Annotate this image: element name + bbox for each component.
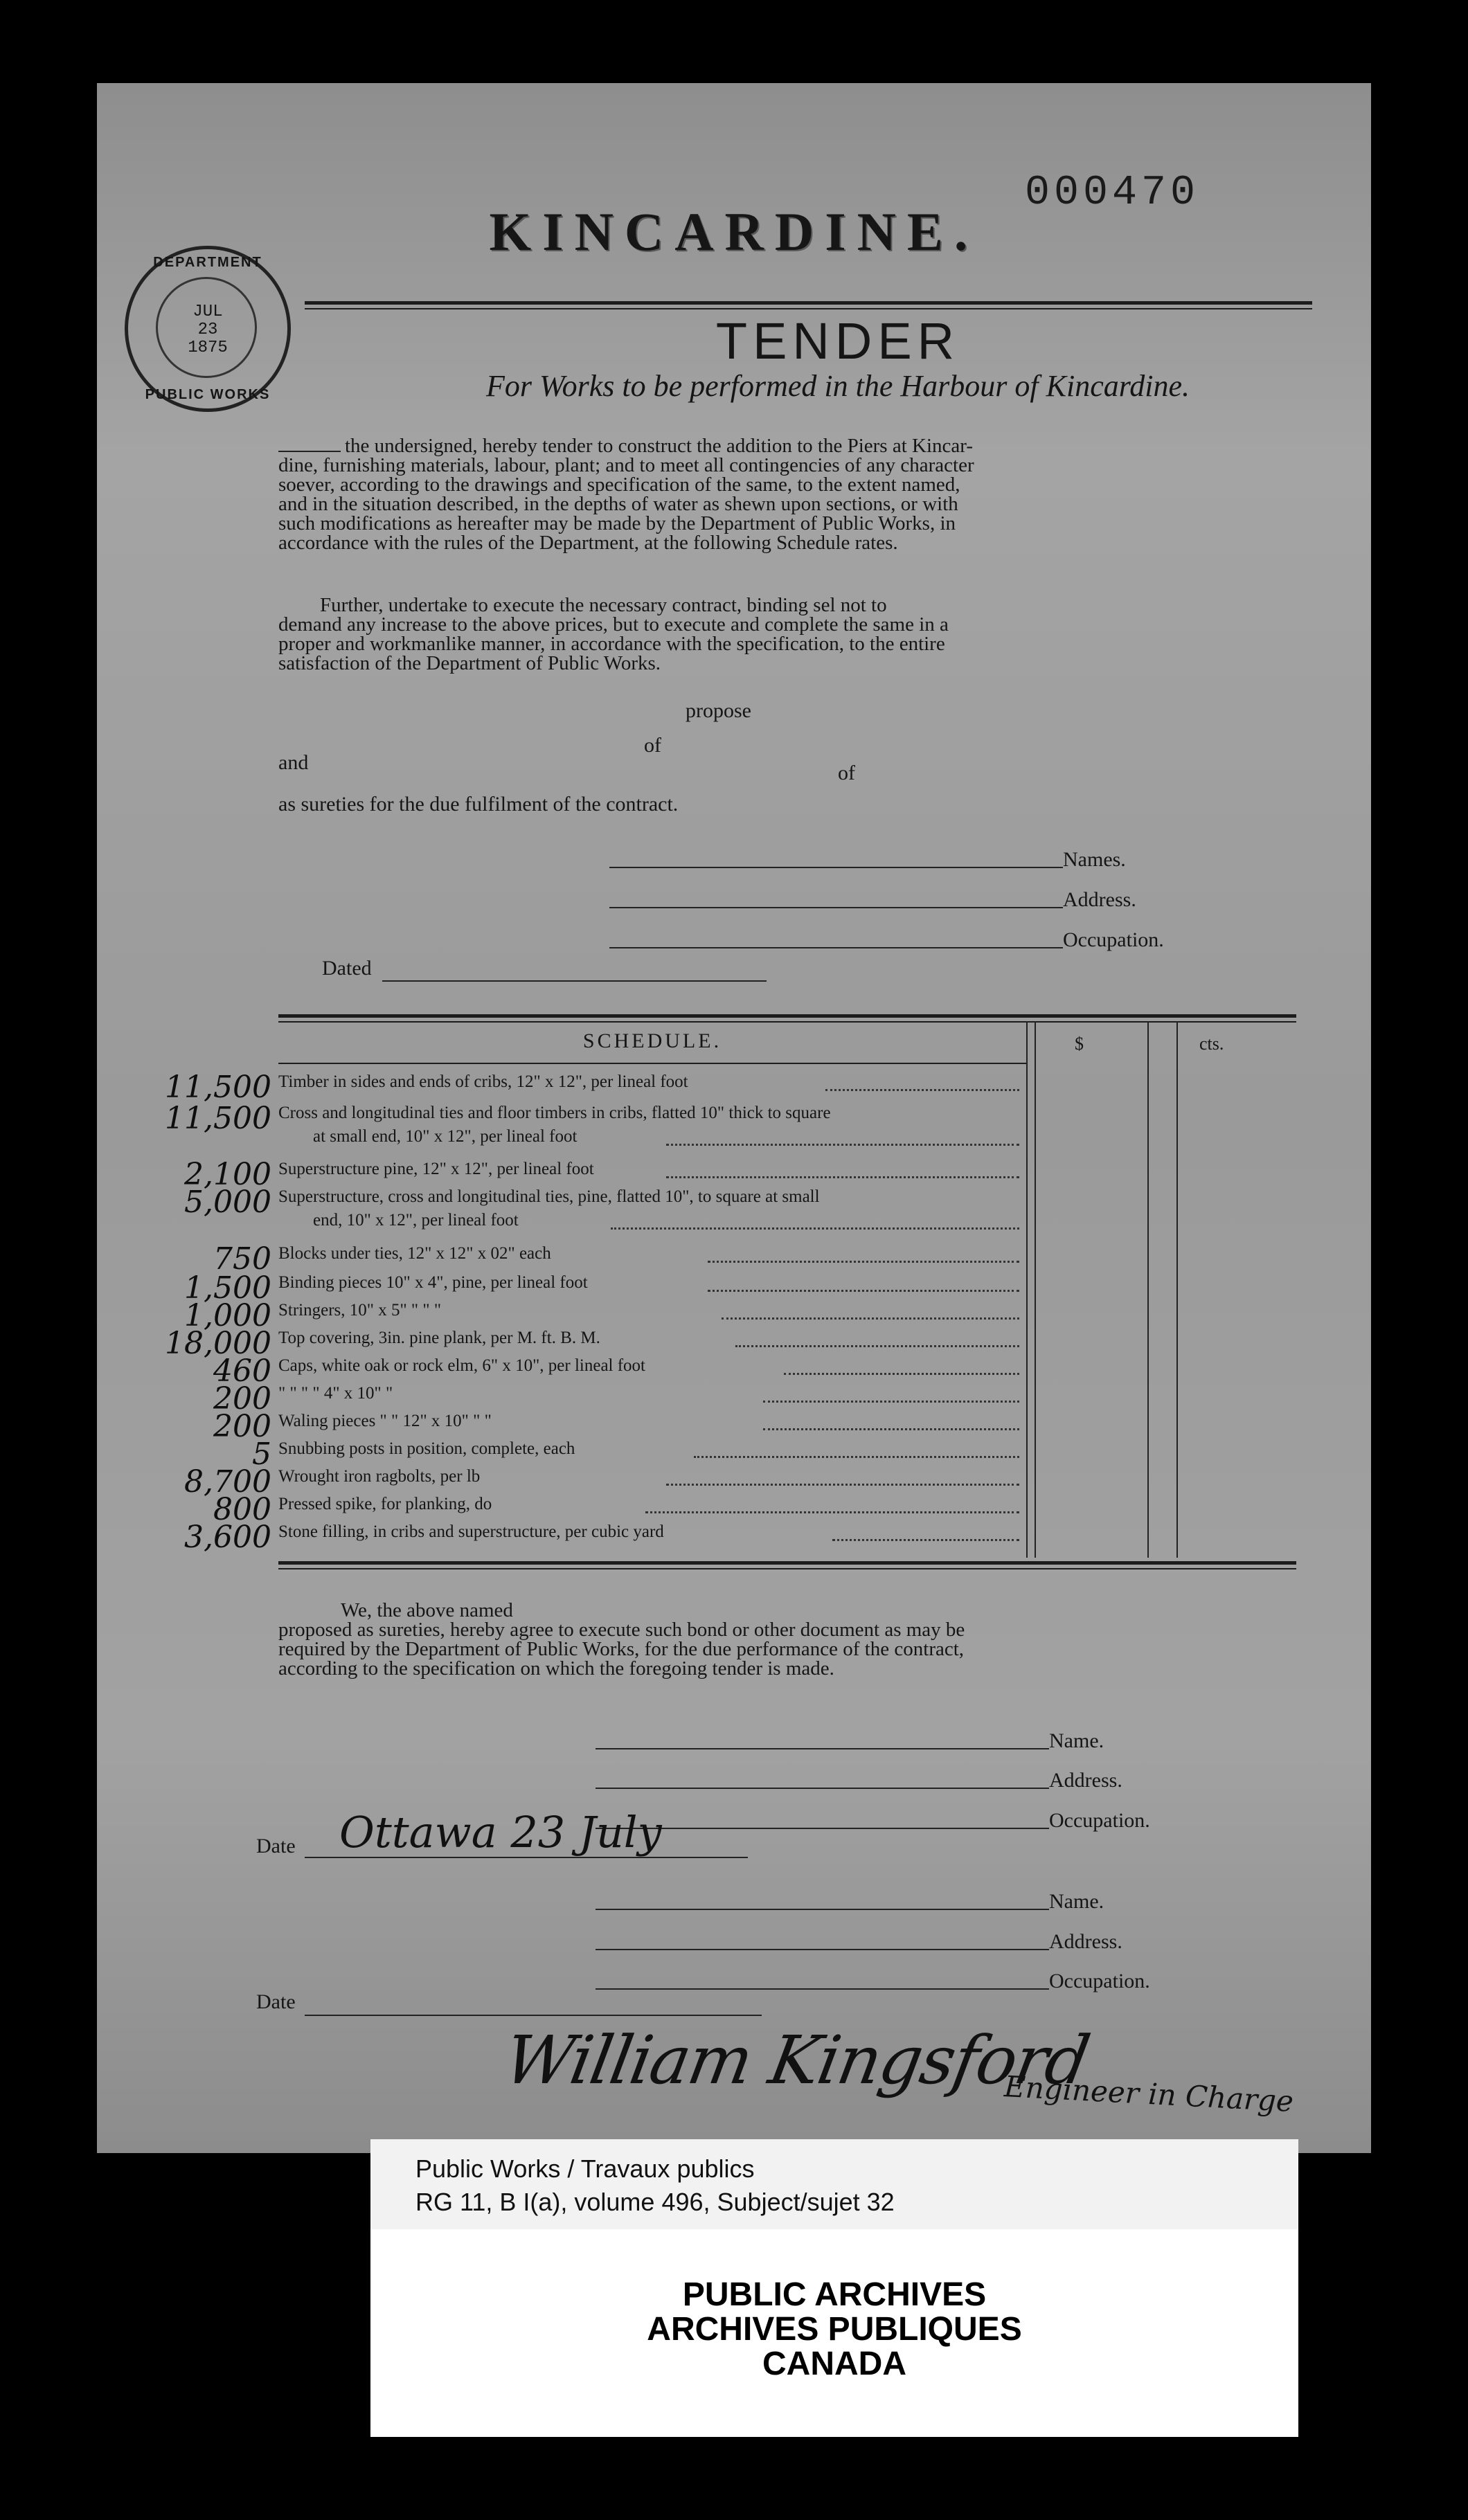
row-description-cont: end, 10" x 12", per lineal foot <box>313 1211 519 1230</box>
dot-leader <box>784 1373 1019 1375</box>
quantity: 800 <box>213 1492 271 1527</box>
para2-line: demand any increase to the above prices, but to execute and complete the same in a <box>278 613 949 636</box>
column-divider <box>1035 1021 1036 1558</box>
para2-line: proper and workmanlike manner, in accordance with the specification, to the entire <box>278 633 945 655</box>
row-description: Timber in sides and ends of cribs, 12" x 12", per lineal foot <box>278 1072 688 1091</box>
of-label-1: of <box>644 734 661 757</box>
quantity: 5,000 <box>184 1185 271 1220</box>
tender-document <box>97 83 1371 2153</box>
sureties-line: as sureties for the due fulfilment of the contract. <box>278 793 679 816</box>
stamp-bottom-text: PUBLIC WORKS <box>145 387 271 402</box>
sureties-paragraph <box>278 1601 1289 1678</box>
para1-line: the undersigned, hereby tender to construct the addition to the Piers at Kincar- <box>278 436 1303 456</box>
quantity: 11,500 <box>165 1070 271 1105</box>
quantity: 11,500 <box>165 1101 271 1136</box>
dot-leader <box>763 1428 1019 1430</box>
address-line <box>609 907 1063 908</box>
sureties-line: required by the Department of Public Works, for the due performance of the contract, <box>278 1638 965 1660</box>
schedule-row <box>165 1326 1026 1361</box>
schedule-row <box>184 1185 1026 1236</box>
surety2-date-line <box>305 2015 762 2016</box>
dot-leader <box>666 1176 1019 1178</box>
schedule-row <box>213 1353 1026 1389</box>
row-description: Snubbing posts in position, complete, each <box>278 1439 575 1458</box>
dot-leader <box>666 1144 1019 1146</box>
row-description: Superstructure pine, 12" x 12", per lineal foot <box>278 1160 594 1178</box>
row-description: Blocks under ties, 12" x 12" x 02" each <box>278 1244 551 1263</box>
dot-leader <box>694 1456 1019 1458</box>
dollars-column-header: $ <box>1075 1034 1084 1054</box>
surety2-occupation-line <box>596 1988 1049 1990</box>
schedule-row <box>165 1101 1026 1152</box>
surety-occupation-line <box>596 1828 1049 1829</box>
row-description: Binding pieces 10" x 4", pine, per lineal foot <box>278 1273 588 1292</box>
schedule-row <box>252 1437 1026 1472</box>
surety-name-label: Name. <box>1049 1729 1104 1752</box>
archives-line-1: PUBLIC ARCHIVES <box>682 2276 987 2313</box>
quantity: 1,500 <box>184 1270 271 1306</box>
schedule-row <box>184 1298 1026 1333</box>
row-description: Caps, white oak or rock elm, 6" x 10", per lineal foot <box>278 1356 646 1375</box>
quantity: 5 <box>252 1437 271 1472</box>
surety2-address-label: Address. <box>1049 1930 1122 1953</box>
quantity: 2,100 <box>184 1157 271 1192</box>
paragraph-1 <box>278 436 1303 552</box>
and-label: and <box>278 751 309 774</box>
dot-leader <box>708 1261 1019 1263</box>
surety-address-line <box>596 1788 1049 1789</box>
archives-line-2: ARCHIVES PUBLIQUES <box>647 2311 1022 2348</box>
row-description: Superstructure, cross and longitudinal ties, pine, flatted 10", to square at small <box>278 1187 820 1206</box>
schedule-row <box>213 1241 1026 1277</box>
schedule-row <box>184 1520 1026 1555</box>
dot-leader <box>825 1089 1019 1091</box>
quantity: 18,000 <box>165 1326 271 1361</box>
schedule-row <box>213 1409 1026 1444</box>
schedule-bottom-rule <box>278 1561 1296 1565</box>
stamp-top-text: DEPARTMENT <box>153 255 262 270</box>
row-description: " " " " 4" x 10" " <box>278 1384 393 1403</box>
tender-title: TENDER <box>715 312 960 370</box>
quantity: 3,600 <box>184 1520 271 1555</box>
quantity: 200 <box>213 1409 271 1444</box>
surety2-occupation-label: Occupation. <box>1049 1970 1150 1992</box>
row-description: Stone filling, in cribs and superstructure, per cubic yard <box>278 1522 664 1541</box>
row-description: Wrought iron ragbolts, per lb <box>278 1467 481 1486</box>
para1-line: such modifications as hereafter may be made by the Department of Public Works, in <box>278 512 956 534</box>
schedule-row <box>165 1070 1026 1105</box>
para1-line: soever, according to the drawings and specification of the same, to the extent named, <box>278 474 960 496</box>
sureties-line: according to the specification on which the foregoing tender is made. <box>278 1657 834 1680</box>
column-divider <box>1147 1021 1149 1558</box>
sureties-line: We, the above named <box>341 1599 513 1621</box>
dated-line <box>382 980 767 982</box>
row-description-cont: at small end, 10" x 12", per lineal foot <box>313 1127 578 1146</box>
dot-leader <box>735 1345 1019 1347</box>
row-description: Pressed spike, for planking, do <box>278 1495 492 1513</box>
signature: William Kingsford <box>499 2022 1095 2099</box>
quantity: 750 <box>213 1241 271 1277</box>
surety-date-label: Date <box>256 1835 296 1857</box>
names-line <box>609 867 1063 868</box>
para2-line: Further, undertake to execute the necessary contract, binding sel not to <box>320 594 887 616</box>
dot-leader <box>722 1317 1019 1320</box>
schedule-row <box>184 1464 1026 1500</box>
column-divider <box>1026 1021 1028 1558</box>
column-divider <box>1176 1021 1178 1558</box>
serial-number: 000470 <box>1025 170 1200 217</box>
surety-name-line <box>596 1748 1049 1749</box>
signature-note: Engineer in Charge <box>1003 2069 1295 2118</box>
dot-leader <box>611 1227 1019 1230</box>
surety2-address-line <box>596 1949 1049 1950</box>
propose-label: propose <box>686 699 751 722</box>
schedule-row <box>213 1492 1026 1527</box>
archive-department: Public Works / Travaux publics <box>415 2154 755 2183</box>
occupation-line <box>609 947 1063 948</box>
quantity: 460 <box>213 1353 271 1389</box>
address-label: Address. <box>1063 888 1136 911</box>
dot-leader <box>645 1511 1019 1513</box>
of-label-2: of <box>838 762 855 784</box>
row-description: Top covering, 3in. pine plank, per M. ft. B. M. <box>278 1329 600 1347</box>
schedule-top-rule <box>278 1014 1296 1018</box>
header-rule <box>305 301 1312 305</box>
header-rule-thin <box>305 308 1312 309</box>
para2-line: satisfaction of the Department of Public Works. <box>278 652 661 674</box>
surety2-name-line <box>596 1909 1049 1910</box>
blank-line <box>278 451 341 452</box>
names-label: Names. <box>1063 848 1126 871</box>
occupation-label: Occupation. <box>1063 928 1164 951</box>
stamp-date: JUL 23 1875 <box>188 303 228 357</box>
dot-leader <box>666 1484 1019 1486</box>
archives-line-3: CANADA <box>762 2346 906 2382</box>
surety-address-label: Address. <box>1049 1769 1122 1792</box>
paragraph-2 <box>278 595 1303 673</box>
quantity: 200 <box>213 1381 271 1416</box>
place-title: KINCARDINE. <box>489 201 979 262</box>
sureties-line: proposed as sureties, hereby agree to execute such bond or other document as may be <box>278 1619 965 1641</box>
surety2-name-label: Name. <box>1049 1890 1104 1913</box>
schedule-top-rule-thin <box>278 1021 1296 1023</box>
surety2-date-label: Date <box>256 1990 296 2013</box>
cents-column-header: cts. <box>1199 1034 1224 1054</box>
department-stamp <box>125 246 291 412</box>
row-description: Waling pieces " " 12" x 10" " " <box>278 1412 492 1430</box>
quantity: 8,700 <box>184 1464 271 1500</box>
dot-leader <box>708 1290 1019 1292</box>
surety-occupation-label: Occupation. <box>1049 1809 1150 1832</box>
row-description: Cross and longitudinal ties and floor timbers in cribs, flatted 10" thick to square <box>278 1104 831 1122</box>
schedule-row <box>213 1381 1026 1416</box>
tender-subtitle: For Works to be performed in the Harbour of Kincardine. <box>485 369 1190 403</box>
row-description: Stringers, 10" x 5" " " " <box>278 1301 442 1320</box>
schedule-heading: SCHEDULE. <box>582 1029 722 1052</box>
schedule-row <box>184 1270 1026 1306</box>
schedule-bottom-rule-thin <box>278 1568 1296 1569</box>
schedule-row <box>184 1157 1026 1192</box>
schedule-table <box>165 1014 1300 1575</box>
para1-line: accordance with the rules of the Department, at the following Schedule rates. <box>278 532 898 554</box>
dot-leader <box>763 1401 1019 1403</box>
dated-label: Dated <box>322 957 372 980</box>
handwritten-date: Ottawa 23 July <box>339 1807 662 1857</box>
dot-leader <box>832 1539 1019 1541</box>
archive-reference: RG 11, B I(a), volume 496, Subject/sujet 32 <box>415 2188 895 2216</box>
para1-line: dine, furnishing materials, labour, plant; and to meet all contingencies of any character <box>278 454 974 476</box>
quantity: 1,000 <box>184 1298 271 1333</box>
para1-line: and in the situation described, in the depths of water as shewn upon sections, or with <box>278 493 958 515</box>
schedule-header-rule <box>278 1063 1026 1064</box>
